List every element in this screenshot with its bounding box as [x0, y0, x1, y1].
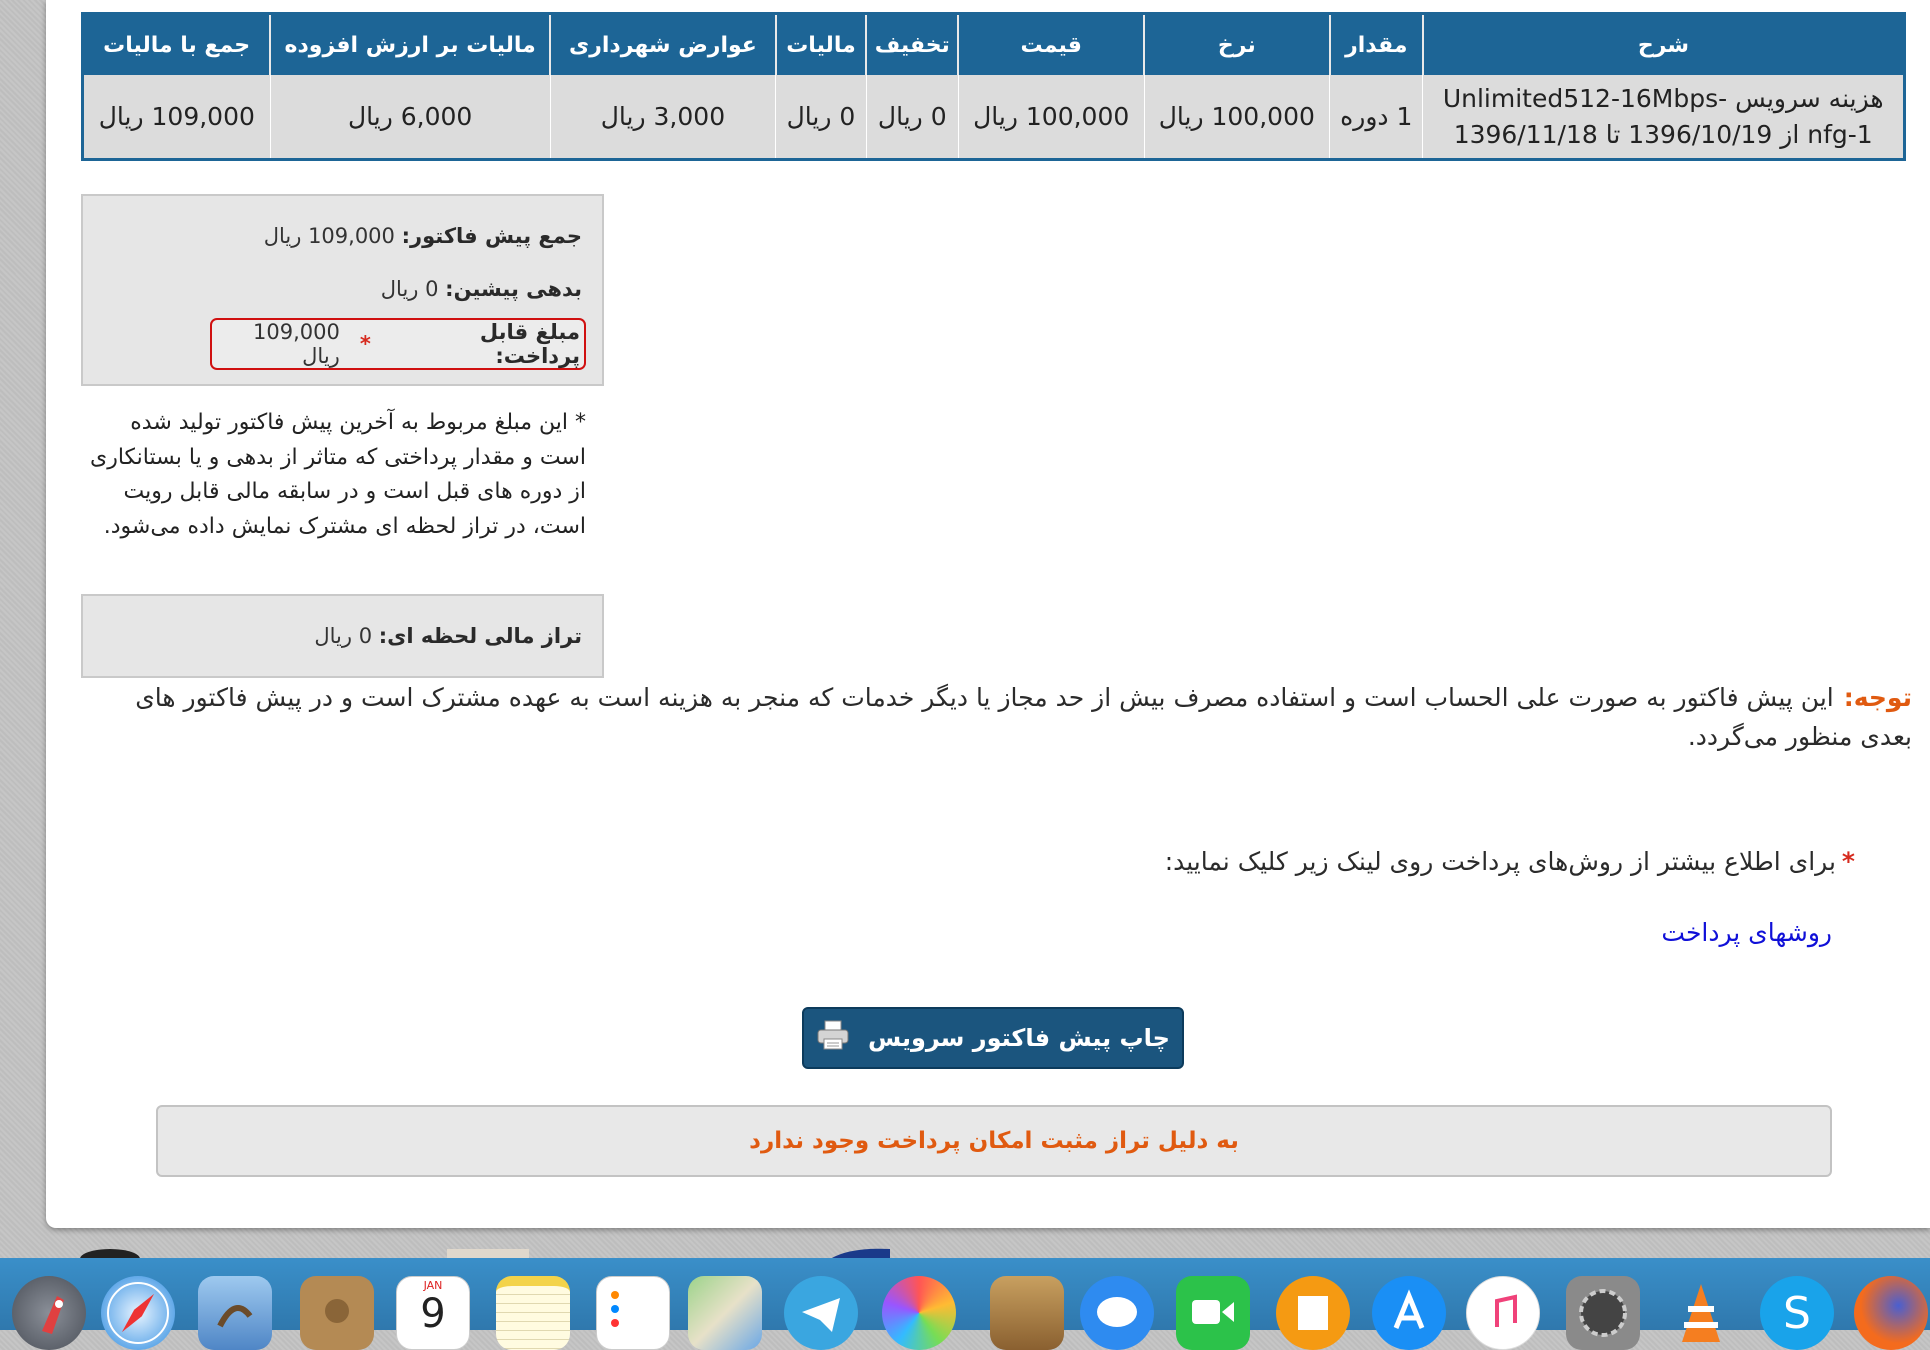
archive-utility-icon[interactable] — [990, 1276, 1064, 1350]
photos-icon[interactable] — [882, 1276, 956, 1350]
app-store-icon[interactable] — [1372, 1276, 1446, 1350]
telegram-icon[interactable] — [784, 1276, 858, 1350]
table-row — [83, 75, 1905, 160]
mail-icon[interactable] — [198, 1276, 272, 1350]
calendar-icon[interactable] — [396, 1276, 470, 1350]
summary-total-row — [264, 224, 582, 248]
svg-text:S: S — [1783, 1288, 1811, 1339]
cell-tax: 0 ریال — [776, 75, 866, 160]
notice-label: توجه: — [1843, 683, 1912, 712]
table-header-row — [83, 14, 1905, 76]
payment-info-line — [1165, 847, 1855, 876]
col-header-total: جمع با مالیات — [83, 14, 271, 76]
summary-total-label: جمع پیش فاکتور: — [401, 224, 582, 248]
dock-background-shapes — [0, 1245, 1930, 1259]
maps-icon[interactable] — [688, 1276, 762, 1350]
itunes-icon[interactable] — [1466, 1276, 1540, 1350]
cell-vat: 6,000 ریال — [270, 75, 550, 160]
printer-icon — [816, 1019, 850, 1057]
skype-icon[interactable] — [1760, 1276, 1834, 1350]
description-line-1: هزینه سرویس -Unlimited512-16Mbps — [1442, 83, 1884, 113]
cell-total: 109,000 ریال — [83, 75, 271, 160]
messages-icon[interactable] — [1080, 1276, 1154, 1350]
info-text: برای اطلاع بیشتر از روش‌های پرداخت روی لینک زیر کلیک نمایید: — [1164, 847, 1836, 876]
notice-body: این پیش فاکتور به صورت علی الحساب است و استفاده مصرف بیش از حد مجاز یا دیگر خدمات که منجر به هزینه است به عهده مشترک است و در پیش فاکتور های بعدی منظور می‌گردد. — [135, 683, 1912, 751]
reminders-icon[interactable] — [596, 1276, 670, 1350]
balance-row — [314, 624, 582, 648]
calendar-day: 9 — [420, 1291, 446, 1337]
cell-description — [1423, 75, 1905, 160]
payment-methods-link[interactable]: روشهای پرداخت — [1661, 918, 1832, 947]
invoice-summary-box — [81, 194, 604, 386]
calendar-month: JAN — [423, 1279, 443, 1292]
notice-text — [92, 678, 1912, 756]
col-header-municipal: عوارض شهرداری — [550, 14, 776, 76]
macos-dock — [0, 1258, 1930, 1339]
firefox-icon[interactable] — [1854, 1276, 1928, 1350]
cell-discount: 0 ریال — [866, 75, 958, 160]
safari-icon[interactable] — [101, 1276, 175, 1350]
vlc-icon[interactable] — [1664, 1276, 1738, 1350]
balance-label: تراز مالی لحظه ای: — [378, 624, 582, 648]
balance-value: 0 ریال — [314, 624, 373, 648]
cell-quantity: 1 دوره — [1330, 75, 1423, 160]
cell-price: 100,000 ریال — [958, 75, 1144, 160]
col-header-tax: مالیات — [776, 14, 866, 76]
payment-status-message: به دلیل تراز مثبت امکان پرداخت وجود ندارد — [156, 1105, 1832, 1177]
col-header-quantity: مقدار — [1330, 14, 1423, 76]
summary-total-value: 109,000 ریال — [263, 224, 395, 248]
summary-debt-label: بدهی پیشین: — [445, 277, 582, 301]
payable-label: مبلغ قابل پرداخت: — [479, 320, 580, 368]
contacts-icon[interactable] — [300, 1276, 374, 1350]
page-content — [46, 0, 1930, 1228]
col-header-rate: نرخ — [1144, 14, 1330, 76]
col-header-discount: تخفیف — [866, 14, 958, 76]
balance-box — [81, 594, 604, 678]
payable-amount-row — [210, 318, 586, 370]
notes-icon[interactable] — [496, 1276, 570, 1350]
required-star: * — [359, 332, 371, 356]
cell-rate: 100,000 ریال — [1144, 75, 1330, 160]
cell-municipal: 3,000 ریال — [550, 75, 776, 160]
launchpad-icon[interactable] — [12, 1276, 86, 1350]
description-line-2: nfg-1 از 1396/10/19 تا 1396/11/18 — [1453, 119, 1873, 149]
invoice-table — [81, 12, 1906, 161]
print-invoice-button[interactable] — [802, 1007, 1184, 1069]
col-header-price: قیمت — [958, 14, 1144, 76]
system-preferences-icon[interactable] — [1566, 1276, 1640, 1350]
payable-value: 109,000 ریال — [252, 320, 340, 368]
summary-debt-value: 0 ریال — [380, 277, 439, 301]
summary-debt-row — [381, 277, 582, 301]
col-header-vat: مالیات بر ارزش افزوده — [270, 14, 550, 76]
facetime-icon[interactable] — [1176, 1276, 1250, 1350]
info-star: * — [1841, 847, 1855, 876]
ibooks-icon[interactable] — [1276, 1276, 1350, 1350]
print-button-label: چاپ پیش فاکتور سرویس — [868, 1024, 1170, 1052]
payable-note: * این مبلغ مربوط به آخرین پیش فاکتور تولید شده است و مقدار پرداختی که متاثر از بدهی و یا بستانکاری از دوره های قبل است و در سابقه مالی قابل رویت است، در تراز لحظه ای مشترک نمایش داده می‌شود. — [89, 410, 586, 539]
col-header-description: شرح — [1423, 14, 1905, 76]
